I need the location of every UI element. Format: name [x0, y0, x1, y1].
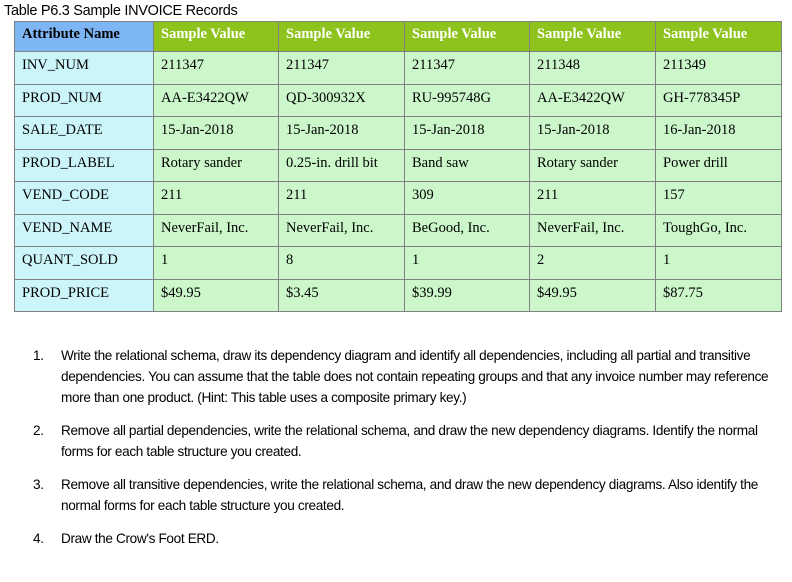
value-cell: AA-E3422QW — [530, 84, 656, 117]
question-number: 2. — [33, 423, 44, 438]
question-item — [0, 345, 781, 408]
value-cell: 157 — [656, 182, 782, 215]
attribute-cell: VEND_CODE — [15, 182, 154, 215]
value-cell: 16-Jan-2018 — [656, 117, 782, 150]
value-cell: 15-Jan-2018 — [279, 117, 405, 150]
value-cell: Band saw — [405, 149, 530, 182]
value-cell: 211 — [154, 182, 279, 215]
table-row — [15, 279, 782, 312]
table-caption: Table P6.3 Sample INVOICE Records — [4, 3, 238, 19]
value-cell: 1 — [656, 247, 782, 280]
value-cell: $39.99 — [405, 279, 530, 312]
value-cell: $49.95 — [530, 279, 656, 312]
attribute-cell: QUANT_SOLD — [15, 247, 154, 280]
value-cell: 8 — [279, 247, 405, 280]
value-cell: 211347 — [405, 52, 530, 85]
table-header-row — [15, 22, 782, 52]
attribute-cell: SALE_DATE — [15, 117, 154, 150]
column-header-sample-value: Sample Value — [154, 22, 279, 52]
value-cell: BeGood, Inc. — [405, 214, 530, 247]
value-cell: Rotary sander — [530, 149, 656, 182]
value-cell: 211 — [530, 182, 656, 215]
value-cell: 309 — [405, 182, 530, 215]
column-header-sample-value: Sample Value — [530, 22, 656, 52]
table-row — [15, 182, 782, 215]
attribute-cell: PROD_LABEL — [15, 149, 154, 182]
table-row — [15, 52, 782, 85]
table-row — [15, 214, 782, 247]
value-cell: AA-E3422QW — [154, 84, 279, 117]
value-cell: NeverFail, Inc. — [530, 214, 656, 247]
question-text: Draw the Crow's Foot ERD. — [61, 531, 219, 546]
table-row — [15, 247, 782, 280]
question-item — [0, 528, 781, 549]
column-header-attribute-name: Attribute Name — [15, 22, 154, 52]
attribute-cell: PROD_PRICE — [15, 279, 154, 312]
invoice-table — [14, 21, 782, 312]
value-cell: 211347 — [154, 52, 279, 85]
value-cell: 2 — [530, 247, 656, 280]
table-row — [15, 84, 782, 117]
question-number: 4. — [33, 531, 44, 546]
value-cell: 15-Jan-2018 — [530, 117, 656, 150]
question-text: Remove all partial dependencies, write the relational schema, and draw the new dependency diagrams. Identify the normal forms for each table structure you created. — [61, 423, 758, 459]
value-cell: QD-300932X — [279, 84, 405, 117]
value-cell: 15-Jan-2018 — [405, 117, 530, 150]
value-cell: 15-Jan-2018 — [154, 117, 279, 150]
attribute-cell: VEND_NAME — [15, 214, 154, 247]
value-cell: GH-778345P — [656, 84, 782, 117]
value-cell: RU-995748G — [405, 84, 530, 117]
value-cell: 1 — [405, 247, 530, 280]
value-cell: $3.45 — [279, 279, 405, 312]
value-cell: 211 — [279, 182, 405, 215]
value-cell: 211347 — [279, 52, 405, 85]
question-text: Remove all transitive dependencies, write the relational schema, and draw the new dependency diagrams. Also identify the normal forms for each table structure you created. — [61, 477, 759, 513]
question-item — [0, 420, 781, 462]
table-row — [15, 117, 782, 150]
column-header-sample-value: Sample Value — [405, 22, 530, 52]
value-cell: NeverFail, Inc. — [279, 214, 405, 247]
column-header-sample-value: Sample Value — [656, 22, 782, 52]
question-text: Write the relational schema, draw its dependency diagram and identify all dependencies, including all partial and transitive dependencies. You can assume that the table does not contain repeating groups and that any invoice number may reference more than one product. (Hint: This table uses a composite primary key.) — [61, 348, 769, 405]
question-item — [0, 474, 781, 516]
value-cell: Rotary sander — [154, 149, 279, 182]
attribute-cell: INV_NUM — [15, 52, 154, 85]
question-list — [0, 345, 781, 561]
value-cell: 211348 — [530, 52, 656, 85]
value-cell: $49.95 — [154, 279, 279, 312]
attribute-cell: PROD_NUM — [15, 84, 154, 117]
column-header-sample-value: Sample Value — [279, 22, 405, 52]
question-number: 3. — [33, 477, 44, 492]
value-cell: $87.75 — [656, 279, 782, 312]
value-cell: 211349 — [656, 52, 782, 85]
value-cell: ToughGo, Inc. — [656, 214, 782, 247]
value-cell: NeverFail, Inc. — [154, 214, 279, 247]
question-number: 1. — [33, 348, 44, 363]
value-cell: 1 — [154, 247, 279, 280]
value-cell: 0.25-in. drill bit — [279, 149, 405, 182]
value-cell: Power drill — [656, 149, 782, 182]
table-row — [15, 149, 782, 182]
